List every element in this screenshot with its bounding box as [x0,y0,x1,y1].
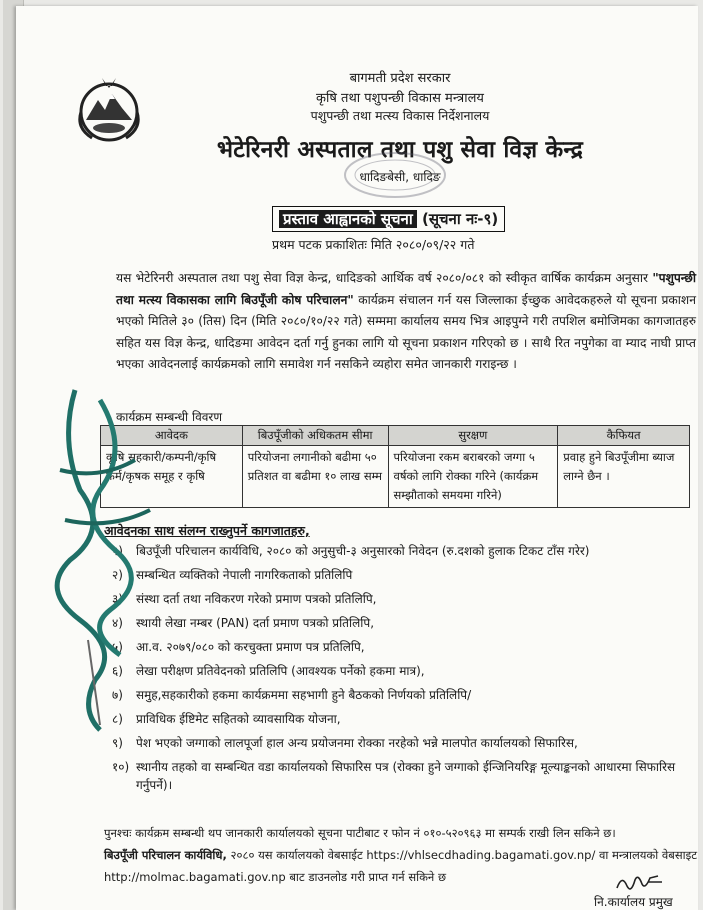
header-line-ministry: कृषि तथा पशुपन्छी विकास मन्त्रालय [316,91,484,106]
list-item-text: आ.व. २०७९/०८० को करचुक्ता प्रमाण पत्र प्रतिलिपि, [136,640,365,654]
office-stamp-icon [340,150,450,200]
list-item [112,612,694,636]
column-header: सुरक्षण [388,426,558,446]
list-item-text: सम्बन्धित व्यक्तिको नेपाली नागरिकताको प्रतिलिपि [136,568,353,582]
list-item-number: ७) [112,688,123,702]
header-line-province: बागमती प्रदेश सरकार [349,71,451,86]
list-item-number: ५) [112,640,123,654]
list-item [112,540,694,564]
nepal-emblem-icon [72,72,146,146]
details-section-label: कार्यक्रम सम्बन्धी विवरण [116,410,223,424]
list-item-text: लेखा परीक्षण प्रतिवेदनको प्रतिलिपि (आवश्यक पर्नेको हकमा मात्र), [136,664,425,678]
body-text-part2: कार्यक्रम संचालन गर्न यस जिल्लाका ईच्छुक आवेदकहरुले यो सूचना प्रकाशन भएको मितिले ३० (तिस) दिन (मिति २०८०/१०/२२ गते) सम्ममा कार्यालय समय भित्र आइपुग्ने गरी तपशिल बमोजिमका कागजातहरु सहित यस विज्ञ केन्द्र, धादिङमा आवेदन दर्ता गर्नु हुनका लागि यो सूचना प्रकाशन गरिएको छ । साथै रित नपुगेका वा म्याद नाघी प्राप्त भएका आवेदनलाई कार्यक्रमको लागि समावेश गर्न नसकिने व्यहोरा समेत जानकारी गराइन्छ । [116,292,696,371]
list-item-number: १०) [112,760,130,774]
list-item [112,732,694,756]
postscript [104,822,698,888]
postscript-websites: २०८० यस कार्यालयको वेबसाईट https://vhlsecdhading.bagamati.gov.np/ वा मन्त्रालयको वेबसाइट http://molmac.bagamati.gov.np बाट डाउनलोड गरी प्राप्त गर्न सकिने छ [104,848,698,884]
list-item [112,660,694,684]
table-cell-applicant: कृषि सहकारी/कम्पनी/कृषि फर्म/कृषक समूह र कृषि [101,446,243,508]
table-header-row [101,426,690,446]
column-header: बिउपूँजीको अधिकतम सीमा [242,426,388,446]
office-name: भेटेरिनरी अस्पताल तथा पशु सेवा विज्ञ केन्द्र [216,137,584,163]
list-item-number: ४) [112,616,123,630]
table-row [101,446,690,508]
list-item-text: प्राविधिक ईष्टिमेट सहितको व्यावसायिक योजना, [136,712,341,726]
column-header: कैफियत [558,426,690,446]
postscript-line1: पुनश्चः कार्यक्रम सम्बन्धी थप जानकारी कार्यालयको सूचना पाटीबाट र फोन नं ०१०-५२०९६३ मा सम्पर्क राखी लिन सकिने छ। [104,826,616,840]
list-item [112,708,694,732]
program-details-table [100,425,690,508]
list-item-text: स्थानीय तहको वा सम्बन्धित वडा कार्यालयको सिफारिस पत्र (रोक्का हुने जग्गाको ईन्जिनियरिङ्ग मूल्याङ्कनको आधारमा सिफारिस गर्नुपर्ने)। [136,760,676,792]
list-item-number: २) [112,568,123,582]
publication-date: प्रथम पटक प्रकाशितः मिति २०८०/०९/२२ गते [272,237,475,252]
list-item-text: पेश भएको जग्गाको लालपूर्जा हाल अन्य प्रयोजनमा रोक्का नरहेको भन्ने मालपोत कार्यालयको सिफारिस, [136,736,578,750]
table-cell-remarks: प्रवाह हुने बिउपूँजीमा ब्याज लाग्ने छैन । [558,446,690,508]
program-name: "पशुपन्छी तथा मत्स्य विकासका लागि बिउपूँजी कोष परिचालन" [116,271,696,307]
list-item-number: ८) [112,712,123,726]
list-item-text: स्थायी लेखा नम्बर (PAN) दर्ता प्रमाण पत्रको प्रतिलिपि, [136,616,375,630]
office-location: धादिङबेसी, धादिङ [359,170,441,184]
notice-body-paragraph [116,268,696,376]
list-item-text: संस्था दर्ता तथा नविकरण गरेको प्रमाण पत्रको प्रतिलिपि, [136,592,377,606]
list-item-number: ९) [112,736,123,750]
list-item-text: समुह,सहकारीको हकमा कार्यक्रममा सहभागी हुने बैठकको निर्णयको प्रतिलिपि/ [136,688,472,702]
list-item-number: ६) [112,664,123,678]
notice-number: (सूचना नः-९) [422,210,499,228]
list-item-number: ३) [112,592,123,606]
column-header: आवेदक [101,426,243,446]
signatory-title: नि.कार्यालय प्रमुख [594,895,673,909]
list-item [112,564,694,588]
attachments-list [112,540,694,796]
list-item [112,756,694,796]
list-item [112,636,694,660]
list-item-text: बिउपूँजी परिचालन कार्यविधि, २०८० को अनुसुची-३ अनुसारको निवेदन (रु.दशको हुलाक टिकट टाँस गरेर) [136,544,590,558]
notice-title: प्रस्ताव आह्वानको सूचना [279,210,417,228]
list-item [112,684,694,708]
attachments-title: आवेदनका साथ संलग्न राख्नुपर्ने कागजातहरु, [104,523,310,538]
procedure-name: बिउपूँजी परिचालन कार्यविधि, [104,848,227,862]
body-text-part1: यस भेटेरिनरी अस्पताल तथा पशु सेवा विज्ञ केन्द्र, धादिङको आर्थिक वर्ष २०८०/०८१ को स्वीकृत वार्षिक कार्यक्रम अनुसार [116,271,653,285]
table-cell-limit: परियोजना लगानीको बढीमा ५० प्रतिशत वा बढीमा १० लाख सम्म [242,446,388,508]
table-cell-security: परियोजना रकम बराबरको जग्गा ५ वर्षको लागि रोक्का गरिने (कार्यक्रम सम्झौताको समयमा गरिने) [388,446,558,508]
list-item [112,588,694,612]
list-item-number: १) [112,544,123,558]
header-line-directorate: पशुपन्छी तथा मत्स्य विकास निर्देशनालय [310,108,490,123]
postscript-line2 [104,844,698,888]
notice-title-box [272,206,505,232]
